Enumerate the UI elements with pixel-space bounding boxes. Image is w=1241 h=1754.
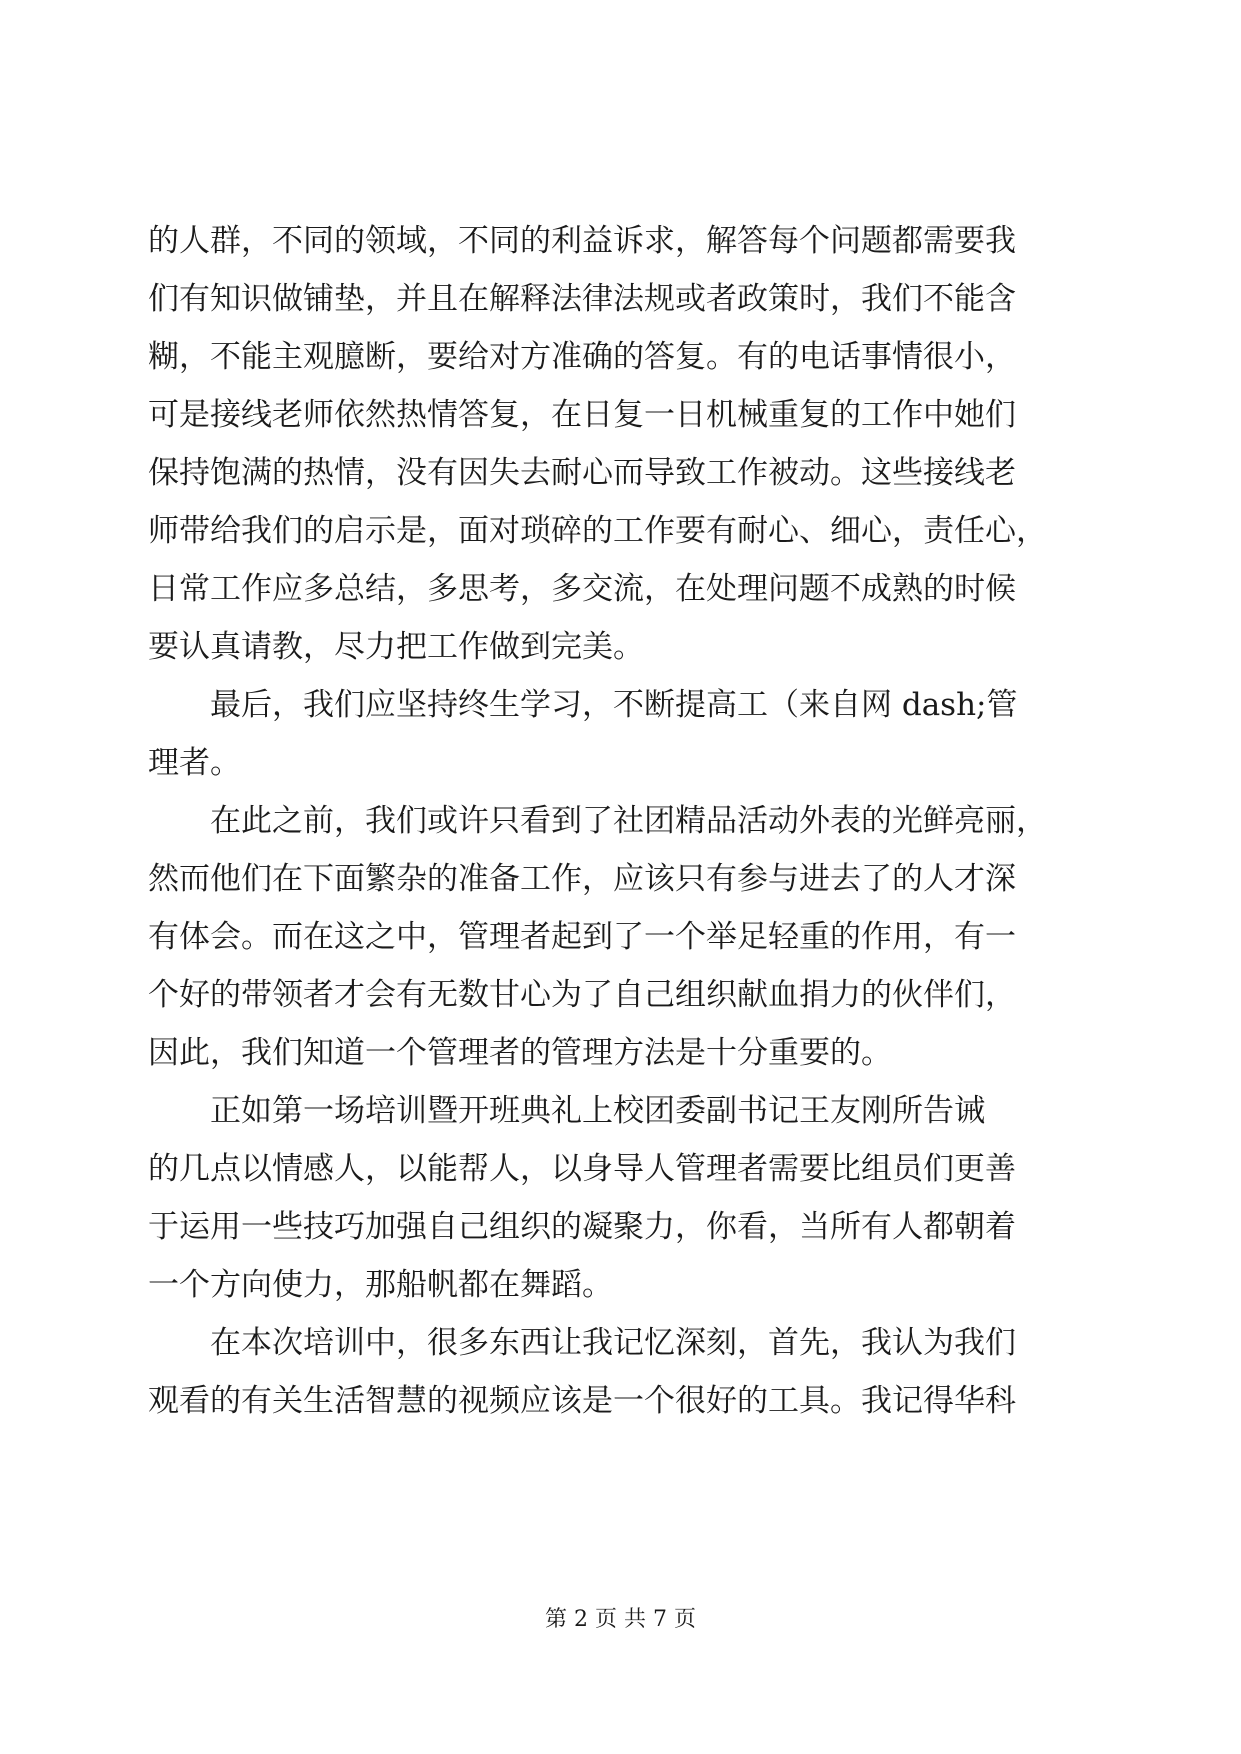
body-text-line: 理者。: [148, 745, 241, 781]
body-text-line: 们有知识做铺垫，并且在解释法律法规或者政策时，我们不能含: [148, 281, 1016, 317]
body-text-line: 然而他们在下面繁杂的准备工作，应该只有参与进去了的人才深: [148, 861, 1016, 897]
body-text-line: 的人群，不同的领域，不同的利益诉求，解答每个问题都需要我: [148, 223, 1016, 259]
body-text-line: 观看的有关生活智慧的视频应该是一个很好的工具。我记得华科: [148, 1383, 1016, 1419]
body-text-line: 日常工作应多总结，多思考，多交流，在处理问题不成熟的时候: [148, 571, 1016, 607]
body-text-line: 糊，不能主观臆断，要给对方准确的答复。有的电话事情很小，: [148, 339, 1016, 375]
body-text-line: 于运用一些技巧加强自己组织的凝聚力，你看，当所有人都朝着: [148, 1209, 1016, 1245]
body-text-line: 个好的带领者才会有无数甘心为了自己组织献血捐力的伙伴们，: [148, 977, 1016, 1013]
page-number-footer: 第 2 页 共 7 页: [545, 1607, 696, 1632]
paragraph-first-line: 在本次培训中，很多东西让我记忆深刻，首先，我认为我们: [210, 1325, 1016, 1361]
body-text-line: 因此，我们知道一个管理者的管理方法是十分重要的。: [148, 1035, 892, 1071]
body-text-line: 保持饱满的热情，没有因失去耐心而导致工作被动。这些接线老: [148, 455, 1016, 491]
body-text-line: 要认真请教，尽力把工作做到完美。: [148, 629, 644, 665]
body-text-line: 师带给我们的启示是，面对琐碎的工作要有耐心、细心，责任心，: [148, 513, 1047, 549]
paragraph-first-line: 在此之前，我们或许只看到了社团精品活动外表的光鲜亮丽，: [210, 803, 1047, 839]
body-text-line: 的几点以情感人，以能帮人，以身导人管理者需要比组员们更善: [148, 1151, 1016, 1187]
paragraph-first-line: 正如第一场培训暨开班典礼上校团委副书记王友刚所告诫: [210, 1093, 985, 1129]
paragraph-first-line: 最后，我们应坚持终生学习，不断提高工（来自网 dash;管: [210, 687, 1018, 723]
body-text-line: 一个方向使力，那船帆都在舞蹈。: [148, 1267, 613, 1303]
body-text-line: 有体会。而在这之中，管理者起到了一个举足轻重的作用，有一: [148, 919, 1016, 955]
body-text-line: 可是接线老师依然热情答复，在日复一日机械重复的工作中她们: [148, 397, 1016, 433]
